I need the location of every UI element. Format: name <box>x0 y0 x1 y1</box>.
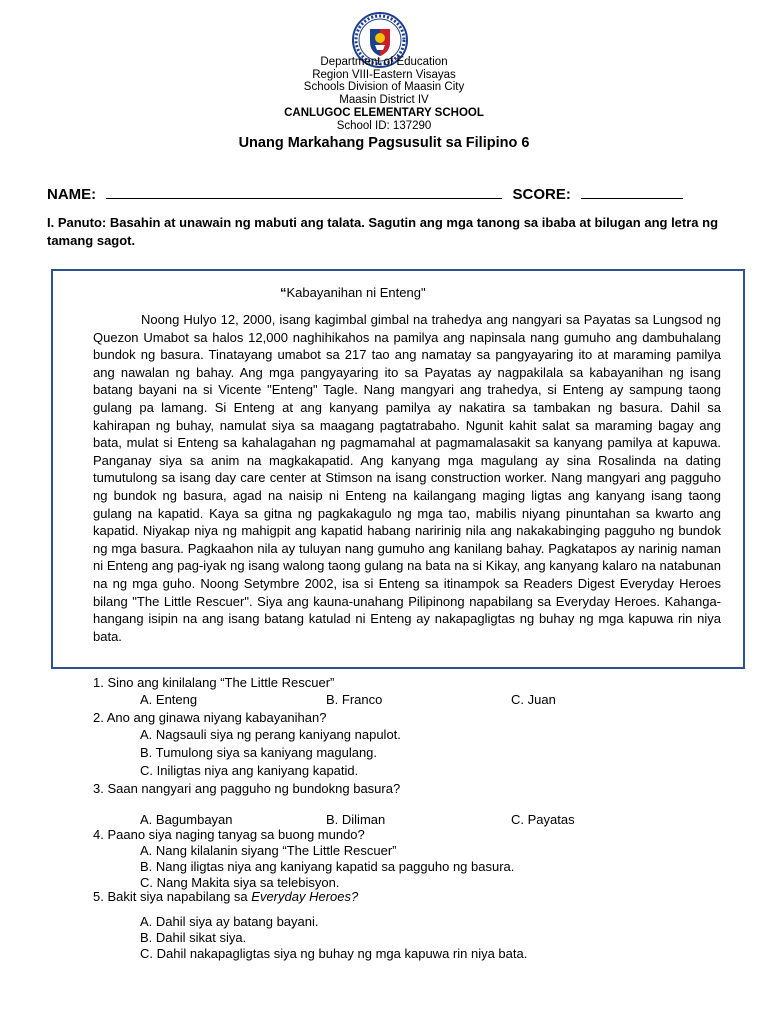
question-1-option-b[interactable]: B. Franco <box>326 692 383 707</box>
question-1-option-a[interactable]: A. Enteng <box>140 692 198 707</box>
question-3-option-b[interactable]: B. Diliman <box>326 812 386 827</box>
school-id: School ID: 137290 <box>336 119 432 132</box>
question-4-option-c[interactable]: C. Nang Makita siya sa telebisyon. <box>140 875 340 890</box>
score-blank[interactable] <box>581 186 683 199</box>
question-2-option-a[interactable]: A. Nagsauli siya ng perang kaniyang napulot. <box>140 727 401 742</box>
name-blank[interactable] <box>106 186 502 199</box>
passage-title-text: Kabayanihan ni Enteng" <box>286 285 426 300</box>
name-score-row <box>47 186 683 203</box>
question-4: 4. Paano siya naging tanyag sa buong mundo? <box>93 827 365 842</box>
question-1: 1. Sino ang kinilalang “The Little Rescuer” <box>93 675 335 690</box>
question-3-option-c[interactable]: C. Payatas <box>511 812 575 827</box>
school-header <box>0 56 768 152</box>
school-name: CANLUGOC ELEMENTARY SCHOOL <box>284 106 484 119</box>
passage-title-quote: “ <box>280 285 287 300</box>
department-name: Department of Education <box>320 56 448 68</box>
question-4-option-b[interactable]: B. Nang iligtas niya ang kaniyang kapatid sa pagguho ng basura. <box>140 859 515 874</box>
question-2-option-c[interactable]: C. Iniligtas niya ang kaniyang kapatid. <box>140 763 359 778</box>
question-5-option-c[interactable]: C. Dahil nakapagligtas siya ng buhay ng mga kapuwa rin niya bata. <box>140 946 528 961</box>
question-4-option-a[interactable]: A. Nang kilalanin siyang “The Little Rescuer” <box>140 843 397 858</box>
name-label: NAME: <box>47 186 97 203</box>
passage-title <box>280 285 426 300</box>
passage-box <box>51 269 745 669</box>
exam-title: Unang Markahang Pagsusulit sa Filipino 6 <box>238 135 530 152</box>
question-3-option-a[interactable]: A. Bagumbayan <box>140 812 233 827</box>
region-name: Region VIII-Eastern Visayas <box>312 68 456 81</box>
question-5-text: 5. Bakit siya napabilang sa <box>93 889 252 904</box>
division-name: Schools Division of Maasin City <box>303 81 465 94</box>
question-2-option-b[interactable]: B. Tumulong siya sa kaniyang magulang. <box>140 745 378 760</box>
directions-text: I. Panuto: Basahin at unawain ng mabuti ang talata. Sagutin ang mga tanong sa ibaba at bilugan ang letra ng tamang sagot. <box>47 215 719 248</box>
score-label: SCORE: <box>512 186 571 203</box>
question-5-option-b[interactable]: B. Dahil sikat siya. <box>140 930 247 945</box>
question-2: 2. Ano ang ginawa niyang kabayanihan? <box>93 710 327 725</box>
question-3: 3. Saan nangyari ang pagguho ng bundokng basura? <box>93 781 401 796</box>
question-1-option-c[interactable]: C. Juan <box>511 692 556 707</box>
question-5-emphasis: Everyday Heroes? <box>251 889 359 904</box>
passage-body: Noong Hulyo 12, 2000, isang kagimbal gimbal na trahedya ang nangyari sa Payatas sa Lungsod ng Quezon Umabot sa halos 12,000 naghihikahos na pamilya ang napinsala nang gumuho ang dambuhalang bundok ng basura. Tinatayang umabot sa 217 tao ang namatay sa pangyayaring ito at maraming pamilya ang nawalan ng bahay. Ang mga pangyayaring ito sa Payatas ay nagpakilala sa kabayanihan ng isang batang bayani na si Vicente "Enteng" Tagle. Nang mangyari ang trahedya, si Enteng ay sampung taong gulang pa lamang. Si Enteng at ang kanyang pamilya ay nakatira sa tambakan ng basura. Dahil sa kahirapan ng buhay, namulat siya sa maagang pagtatrabaho. Ngunit kahit salat sa maraming bagay ang bata, mulat si Enteng sa kahalagahan ng pagmamahal at pagmamalasakit sa kanyang pamilya at kapuwa. Panganay siya sa anim na magkakapatid. Ang kanyang mga magulang ay sina Rosalinda na dating tumutulong sa isang day care center at Stimson na isang construction worker. Nang mangyari ang pagguho ng bundok ng basura, agad na naisip ni Enteng na kailangang maging ligtas ang kanyang isang taong gulang na kapatid. Kaya sa gitna ng pagkakagulo ng mga tao, mabilis niyang pinuntahan sa kwarto ang kapatid. Niyakap niya ng mahigpit ang kapatid habang naririnig nila ang nakakabinging pagguho ng bundok ng mga basura. Pagkaahon nila ay tuluyan nang gumuho ang kanilang bahay. Pagkatapos ay narinig naman ni Enteng ang pag-iyak ng isang walong taong gulang na bata na si Kikay, ang kanyang kalaro na natabunan na ng mga guho. Noong Setymbre 2002, isa si Enteng sa itinampok sa Readers Digest Everyday Heroes bilang "The Little Rescuer". Siya ang kauna-unahang Pilipinong napabilang sa Everyday Heroes. Kahanga-hangang isipin na ang isang batang katulad ni Enteng ay nakapagligtas ng buhay ng mga kapuwa rin niya bata. <box>93 312 721 644</box>
question-5 <box>93 889 358 904</box>
district-name: Maasin District IV <box>339 94 429 107</box>
question-5-option-a[interactable]: A. Dahil siya ay batang bayani. <box>140 914 319 929</box>
